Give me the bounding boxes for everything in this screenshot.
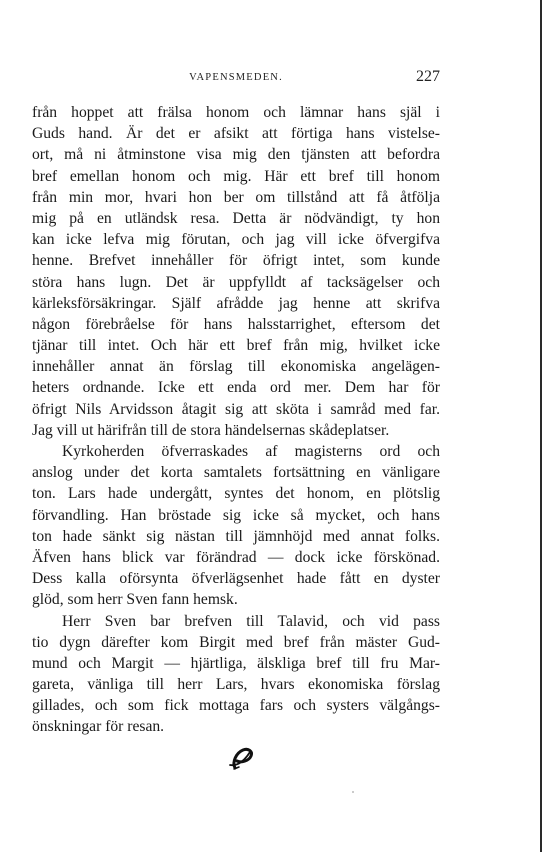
- text-line: mund och Margit — hjärtliga, älskliga bref till fru Mar-: [32, 654, 440, 672]
- text-line: Äfven hans blick var förändrad — dock icke förskönad.: [32, 548, 440, 566]
- running-title: VAPENSMEDEN.: [189, 72, 283, 83]
- text-line: glöd, som herr Sven fann hemsk.: [32, 591, 238, 609]
- printer-ornament-icon: [226, 744, 258, 772]
- text-line: gillades, och som fick mottaga fars och systers välgångs-: [32, 697, 440, 715]
- body-text: [32, 102, 440, 738]
- page-number: 227: [416, 68, 440, 85]
- text-line: från hoppet att frälsa honom och lämnar hans själ i: [32, 104, 440, 121]
- text-line: gareta, vänliga till herr Lars, hvars ekonomiska förslag: [32, 676, 440, 694]
- page-edge-border: [540, 0, 542, 852]
- text-line: öfrigt Nils Arvidsson åtagit sig att sköta i samråd med far.: [32, 400, 440, 418]
- text-line: mig på en utländsk resa. Detta är nödvändigt, ty hon: [32, 209, 440, 227]
- text-line: ort, må ni åtminstone visa mig den tjänsten att befordra: [32, 146, 440, 164]
- text-line: innehåller annat än förslag till ekonomiska angelägen-: [32, 358, 440, 376]
- page-speck: [352, 791, 354, 793]
- text-line: kan icke lefva mig förutan, och jag vill icke öfvergifva: [32, 231, 440, 249]
- text-line: störa hans lugn. Det är uppfylldt af tacksägelser och: [32, 273, 440, 291]
- text-line: Guds hand. Är det er afsikt att förtiga hans vistelse-: [32, 125, 440, 143]
- text-line: Herr Sven bar brefven till Talavid, och vid pass: [62, 612, 440, 630]
- text-line: Dess kalla oförsynta öfverlägsenhet hade fått en dyster: [32, 570, 440, 588]
- text-line: tio dygn därefter kom Birgit med bref från mäster Gud-: [32, 633, 440, 651]
- text-line: henne. Brefvet innehåller för öfrigt intet, som kunde: [32, 252, 440, 270]
- text-line: Jag vill ut härifrån till de stora händelsernas skådeplatser.: [32, 421, 390, 439]
- text-line: någon förebråelse för hans halsstarrighet, eftersom det: [32, 315, 440, 333]
- text-line: bref emellan honom och mig. Här ett bref till honom: [32, 167, 440, 185]
- text-line: tjänar till intet. Och här ett bref från mig, hvilket icke: [32, 337, 440, 355]
- text-line: heters ordnande. Icke ett enda ord mer. Dem har för: [32, 379, 440, 397]
- text-line: kärleksförsäkringar. Själf afrådde jag henne att skrifva: [32, 294, 440, 312]
- text-line: önskningar för resan.: [32, 718, 165, 736]
- text-line: förvandling. Han bröstade sig icke så mycket, och hans: [32, 506, 440, 524]
- text-line: Kyrkoherden öfverraskades af magisterns ord och: [62, 443, 440, 460]
- text-line: anslog under det korta samtalets fortsättning en vänligare: [32, 464, 440, 482]
- text-line: ton hade sänkt sig nästan till jämnhöjd med annat folks.: [32, 527, 440, 545]
- text-line: ton. Lars hade undergått, syntes det honom, en plötslig: [32, 485, 440, 503]
- page-header: [32, 68, 440, 88]
- text-line: från min mor, hvari hon ber om tillstånd att få åtfölja: [32, 188, 440, 206]
